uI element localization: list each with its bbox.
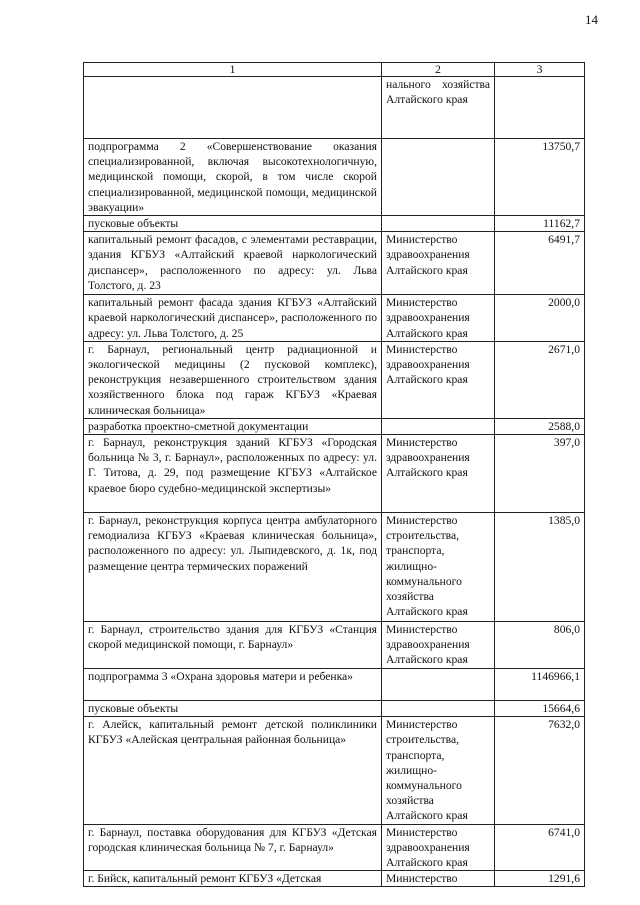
table-row [84,701,585,717]
column-header-1: 1 [84,63,382,77]
row-agency: Министерство здравоохранения Алтайского края [382,341,495,418]
table-row [84,216,585,232]
row-agency [382,701,495,717]
table-row [84,418,585,434]
table-row [84,622,585,669]
row-agency: Министерство [382,871,495,887]
row-amount: 1385,0 [495,513,585,622]
table-row [84,435,585,513]
row-description: г. Барнаул, строительство здания для КГБУЗ «Станция скорой медицинской помощи, г. Барнаул» [84,622,382,669]
table-row [84,513,585,622]
row-amount: 1146966,1 [495,669,585,701]
row-amount: 2671,0 [495,341,585,418]
table-row [84,824,585,871]
row-amount: 11162,7 [495,216,585,232]
row-amount: 13750,7 [495,139,585,216]
row-amount: 2000,0 [495,295,585,342]
table-row [84,77,585,139]
row-description: капитальный ремонт фасада здания КГБУЗ «Алтайский краевой наркологический диспансер», расположенного по адресу: ул. Льва Толстого, д. 25 [84,295,382,342]
row-description: г. Алейск, капитальный ремонт детской поликлиники КГБУЗ «Алейская центральная районная больница» [84,717,382,824]
page-number: 14 [585,12,598,27]
row-amount [495,77,585,139]
row-amount: 397,0 [495,435,585,513]
row-amount: 1291,6 [495,871,585,887]
table-row [84,232,585,295]
row-description: г. Барнаул, реконструкция корпуса центра амбулаторного гемодиализа КГБУЗ «Краевая клиническая больница», расположенного по адресу: ул. Лыпидевского, д. 1к, под размещение центра термических поражений [84,513,382,622]
row-description [84,77,382,139]
row-agency [382,669,495,701]
row-agency: Министерство здравоохранения Алтайского края [382,435,495,513]
row-agency: Министерство строительства, транспорта, жилищно-коммунального хозяйства Алтайского края [382,717,495,824]
row-description: капитальный ремонт фасадов, с элементами реставрации, здания КГБУЗ «Алтайский краевой наркологический диспансер», расположенного по адресу: ул. Льва Толстого, д. 23 [84,232,382,295]
row-description: пусковые объекты [84,701,382,717]
row-amount: 6491,7 [495,232,585,295]
row-amount: 2588,0 [495,418,585,434]
table-row [84,341,585,418]
row-description: г. Бийск, капитальный ремонт КГБУЗ «Детская [84,871,382,887]
row-description: г. Барнаул, реконструкция зданий КГБУЗ «Городская больница № 3, г. Барнаул», расположенных по адресу: ул. Г. Титова, д. 29, под размещение КГБУЗ «Алтайское краевое бюро судебно-медицинской экспертизы» [84,435,382,513]
row-description: подпрограмма 2 «Совершенствование оказания специализированной, включая высокотехнологичную, медицинской помощи, скорой, в том числе скорой специализированной, медицинской помощи, медицинской эвакуации» [84,139,382,216]
table-row [84,295,585,342]
row-description: г. Барнаул, региональный центр радиационной и экологической медицины (2 пусковой комплекс), реконструкция незавершенного строительством здания хозяйственного блока под гараж КГБУЗ «Краевая клиническая больница» [84,341,382,418]
table-header-row [84,63,585,77]
row-amount: 15664,6 [495,701,585,717]
row-amount: 7632,0 [495,717,585,824]
row-agency [382,418,495,434]
row-agency: Министерство здравоохранения Алтайского края [382,295,495,342]
table-row [84,669,585,701]
budget-table [83,62,585,887]
row-agency: Министерство здравоохранения Алтайского края [382,824,495,871]
table-row [84,871,585,887]
column-header-3: 3 [495,63,585,77]
row-agency: нального хозяйства Алтайского края [382,77,495,139]
table-row [84,717,585,824]
row-description: пусковые объекты [84,216,382,232]
row-agency: Министерство строительства, транспорта, жилищно-коммунального хозяйства Алтайского края [382,513,495,622]
row-description: г. Барнаул, поставка оборудования для КГБУЗ «Детская городская клиническая больница № 7, г. Барнаул» [84,824,382,871]
row-description: разработка проектно-сметной документации [84,418,382,434]
row-agency: Министерство здравоохранения Алтайского края [382,622,495,669]
row-agency [382,139,495,216]
row-description: подпрограмма 3 «Охрана здоровья матери и ребенка» [84,669,382,701]
column-header-2: 2 [382,63,495,77]
table-row [84,139,585,216]
row-amount: 806,0 [495,622,585,669]
row-agency: Министерство здравоохранения Алтайского края [382,232,495,295]
row-agency [382,216,495,232]
row-amount: 6741,0 [495,824,585,871]
